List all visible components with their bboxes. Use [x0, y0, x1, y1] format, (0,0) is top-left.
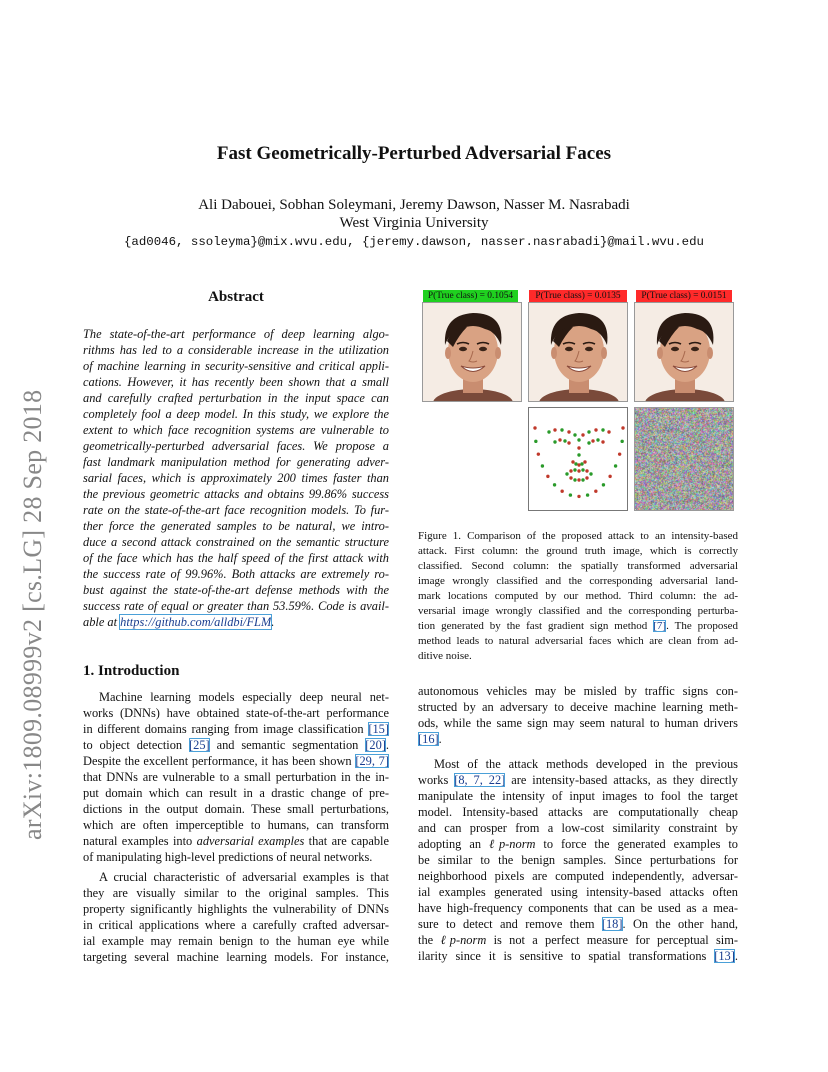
landmark-map: [528, 407, 628, 511]
abstract-line: bust against the state-of-the-art defense methods with the: [83, 583, 389, 597]
landmark-point: [547, 430, 550, 433]
landmark-point: [577, 438, 580, 441]
landmark-point: [533, 426, 536, 429]
landmark-point: [577, 463, 580, 466]
body-line: ial example may remain benign to the human eye while: [83, 934, 389, 948]
body-line: manipulate the intensity of input images to fool the target: [418, 789, 738, 803]
caption-line: image wrongly classified and the corresponding adversarial land-: [418, 575, 738, 587]
landmark-point: [558, 438, 561, 441]
landmark-point: [534, 440, 537, 443]
landmark-point: [620, 440, 623, 443]
body-line: in critical applications where a carefully crafted adversar-: [83, 918, 389, 932]
citation-link[interactable]: [7]: [653, 620, 667, 632]
landmark-point: [571, 460, 574, 463]
code-link[interactable]: https://github.com/alldbi/FLM: [120, 615, 272, 629]
caption-line: Figure 1. Comparison of the proposed attack to an intensity-based: [418, 530, 738, 542]
body-line: the ℓp-norm is not a perfect measure for perceptual sim-: [418, 933, 738, 947]
abstract-line: geometrically-perturbed adversarial faces. We propose a: [83, 439, 389, 453]
body-line: to object detection [25] and semantic segmentation [20].: [83, 738, 390, 752]
landmark-point: [602, 483, 605, 486]
landmark-point: [567, 430, 570, 433]
landmark-point: [587, 441, 590, 444]
abstract-line: fast landmark manipulation method for generating adver-: [83, 455, 389, 469]
body-line: have high-frequency components that can be used as a mea-: [418, 901, 738, 915]
landmark-point: [585, 476, 588, 479]
landmark-point: [560, 489, 563, 492]
noise-map: [634, 407, 734, 511]
body-line: natural examples into adversarial examples that are capable: [83, 834, 389, 848]
citation-link[interactable]: [29, 7]: [355, 754, 389, 768]
landmark-point: [569, 469, 572, 472]
citation-link[interactable]: [8, 7, 22]: [454, 773, 506, 787]
body-line: structed by an adversary to deceive machine learning meth-: [418, 700, 738, 714]
body-line: be similar to the benign samples. Since perturbations for: [418, 853, 738, 867]
landmark-point: [563, 439, 566, 442]
figure-label-1: P(True class) = 0.1054: [423, 290, 518, 302]
landmark-point: [621, 426, 624, 429]
landmark-point: [601, 440, 604, 443]
caption-line: tion generated by the fast gradient sign method [7]. The proposed: [418, 620, 738, 632]
abstract-line: the success rate of 99.96%. Both attacks are extremely ro-: [83, 567, 389, 581]
abstract-line: the previous geometric attacks and obtains 99.86% success: [83, 487, 389, 501]
abstract-line: extent to which face recognition systems are vulnerable to: [83, 423, 389, 437]
body-line: model. Intensity-based attacks are computationally cheap: [418, 805, 738, 819]
landmark-point: [565, 472, 568, 475]
body-line: Machine learning models especially deep neural net-: [99, 690, 389, 704]
landmark-point: [587, 430, 590, 433]
face-image-fgsm: [634, 302, 734, 402]
body-line: [16].: [418, 732, 442, 746]
landmark-point: [577, 453, 580, 456]
landmark-point: [607, 430, 610, 433]
abstract-line: of machine learning in security-sensitive and critical appli-: [83, 359, 389, 373]
landmark-point: [577, 478, 580, 481]
body-line: autonomous vehicles may be misled by traffic signs con-: [418, 684, 738, 698]
caption-line: attack. First column: the ground truth image, which is correctly: [418, 545, 738, 557]
abstract-line: of the face which has the half speed of the first attack with: [83, 551, 389, 565]
body-line: Despite the excellent performance, it has been shown [29, 7]: [83, 754, 389, 768]
body-line: adopting an ℓp-norm to force the generated examples to: [418, 837, 738, 851]
landmark-point: [553, 428, 556, 431]
landmark-point: [574, 462, 577, 465]
affiliation: West Virginia University: [339, 215, 489, 231]
body-line: put domain which can result in a drastic change of pre-: [83, 786, 389, 800]
body-line: neighborhood pixels are computed independently, adversar-: [418, 869, 738, 883]
landmark-point: [573, 478, 576, 481]
body-line: of manipulating high-level predictions of neural networks.: [83, 850, 373, 864]
body-line: which are often imperceptible to humans, can transform: [83, 818, 389, 832]
landmark-point: [569, 493, 572, 496]
abstract-line: ther force the generated samples to be natural, we intro-: [83, 519, 389, 533]
landmark-point: [601, 428, 604, 431]
body-line: A crucial characteristic of adversarial examples is that: [99, 870, 389, 884]
body-line: dictions in the output domain. These small perturbations,: [83, 802, 389, 816]
landmark-point: [618, 452, 621, 455]
body-line: ilarity since it is sensitive to spatial transformations [13].: [418, 949, 738, 963]
abstract-line: sarial faces, which is approximately 200 times faster than: [83, 471, 389, 485]
landmark-point: [577, 446, 580, 449]
figure-label-3: P(True class) = 0.0151: [636, 290, 732, 302]
body-line: Most of the attack methods developed in the previous: [434, 757, 738, 771]
section-heading-introduction: 1. Introduction: [83, 663, 180, 679]
landmark-point: [560, 428, 563, 431]
citation-link[interactable]: [16]: [418, 732, 439, 746]
body-line: that DNNs are vulnerable to a small perturbation in the in-: [83, 770, 389, 784]
landmark-point: [581, 468, 584, 471]
landmark-point: [589, 472, 592, 475]
abstract-line: success rate of equal or greater than 53.59%. Code is avail-: [83, 599, 389, 613]
landmark-point: [586, 493, 589, 496]
landmark-point: [541, 464, 544, 467]
abstract-last-line: able at https://github.com/alldbi/FLM.: [83, 615, 275, 629]
citation-link[interactable]: [20]: [365, 738, 386, 752]
author-emails: {ad0046, ssoleyma}@mix.wvu.edu, {jeremy.dawson, nasser.nasrabadi}@mail.wvu.edu: [124, 235, 704, 249]
landmark-point: [553, 483, 556, 486]
citation-link[interactable]: [13]: [714, 949, 735, 963]
face-image-geometric: [528, 302, 628, 402]
landmark-point: [577, 469, 580, 472]
landmark-point: [553, 440, 556, 443]
abstract-line: cations. However, it has recently been shown that a small: [83, 375, 389, 389]
paper-title: Fast Geometrically-Perturbed Adversarial Faces: [216, 143, 612, 164]
landmark-point: [581, 433, 584, 436]
face-image-original: [422, 302, 522, 402]
abstract-line: and carefully crafted perturbation in the input space can: [83, 391, 389, 405]
landmark-point: [583, 460, 586, 463]
citation-link[interactable]: [15]: [368, 722, 389, 736]
landmark-point: [581, 478, 584, 481]
landmark-point: [569, 476, 572, 479]
body-line: works [8, 7, 22] are intensity-based attacks, as they directly: [418, 773, 738, 787]
body-line: and can prosper from a low-cost similarity constraint by: [418, 821, 738, 835]
landmark-point: [546, 475, 549, 478]
landmark-point: [580, 462, 583, 465]
landmark-point: [594, 428, 597, 431]
landmark-point: [596, 438, 599, 441]
landmark-point: [537, 452, 540, 455]
abstract-line: completely fool a deep model. In this study, we explore the: [83, 407, 389, 421]
citation-link[interactable]: [25]: [189, 738, 210, 752]
landmark-point: [585, 469, 588, 472]
body-line: in different domains ranging from image classification [15]: [83, 722, 389, 736]
author-list: Ali Dabouei, Sobhan Soleymani, Jeremy Dawson, Nasser M. Nasrabadi: [198, 197, 630, 213]
landmark-point: [577, 495, 580, 498]
body-line: ial examples generated using intensity-based attacks often: [418, 885, 738, 899]
abstract-line: rithms has led to a considerable increase in the utilization: [83, 343, 389, 357]
citation-link[interactable]: [18]: [601, 917, 623, 931]
arxiv-identifier: arXiv:1809.08999v2 [cs.LG] 28 Sep 2018: [18, 389, 47, 840]
body-line: sure to detect and remove them [18]. On the other hand,: [418, 917, 738, 931]
caption-line: classified. Second column: the spatially transformed adversarial: [418, 560, 738, 572]
landmark-point: [591, 439, 594, 442]
abstract-line: rate on the state-of-the-art face recognition models. To fur-: [83, 503, 389, 517]
landmark-point: [614, 464, 617, 467]
body-line: works (DNNs) have obtained state-of-the-art performance: [83, 706, 389, 720]
abstract-heading: Abstract: [208, 289, 264, 305]
caption-line: ditive noise.: [418, 650, 472, 662]
landmark-point: [573, 468, 576, 471]
caption-line: mark locations computed by our method. Third column: the ad-: [418, 590, 738, 602]
figure-label-2: P(True class) = 0.0135: [529, 290, 627, 302]
abstract-line: duce a second attack constrained on the semantic structure: [83, 535, 389, 549]
landmark-point: [608, 475, 611, 478]
abstract-line: The state-of-the-art performance of deep learning algo-: [83, 327, 389, 341]
caption-line: versarial image wrongly classified and the corresponding perturba-: [418, 605, 738, 617]
landmark-point: [573, 433, 576, 436]
caption-line: method leads to natural adversarial faces which are clean from ad-: [418, 635, 738, 647]
body-line: property significantly highlights the vulnerability of DNNs: [83, 902, 389, 916]
landmark-point: [567, 441, 570, 444]
body-line: they are visually similar to the original samples. This: [83, 886, 389, 900]
landmark-point: [594, 489, 597, 492]
body-line: targeting several machine learning models. For instance,: [83, 950, 389, 964]
body-line: ods, while the same sign may seem natural to human drivers: [418, 716, 738, 730]
